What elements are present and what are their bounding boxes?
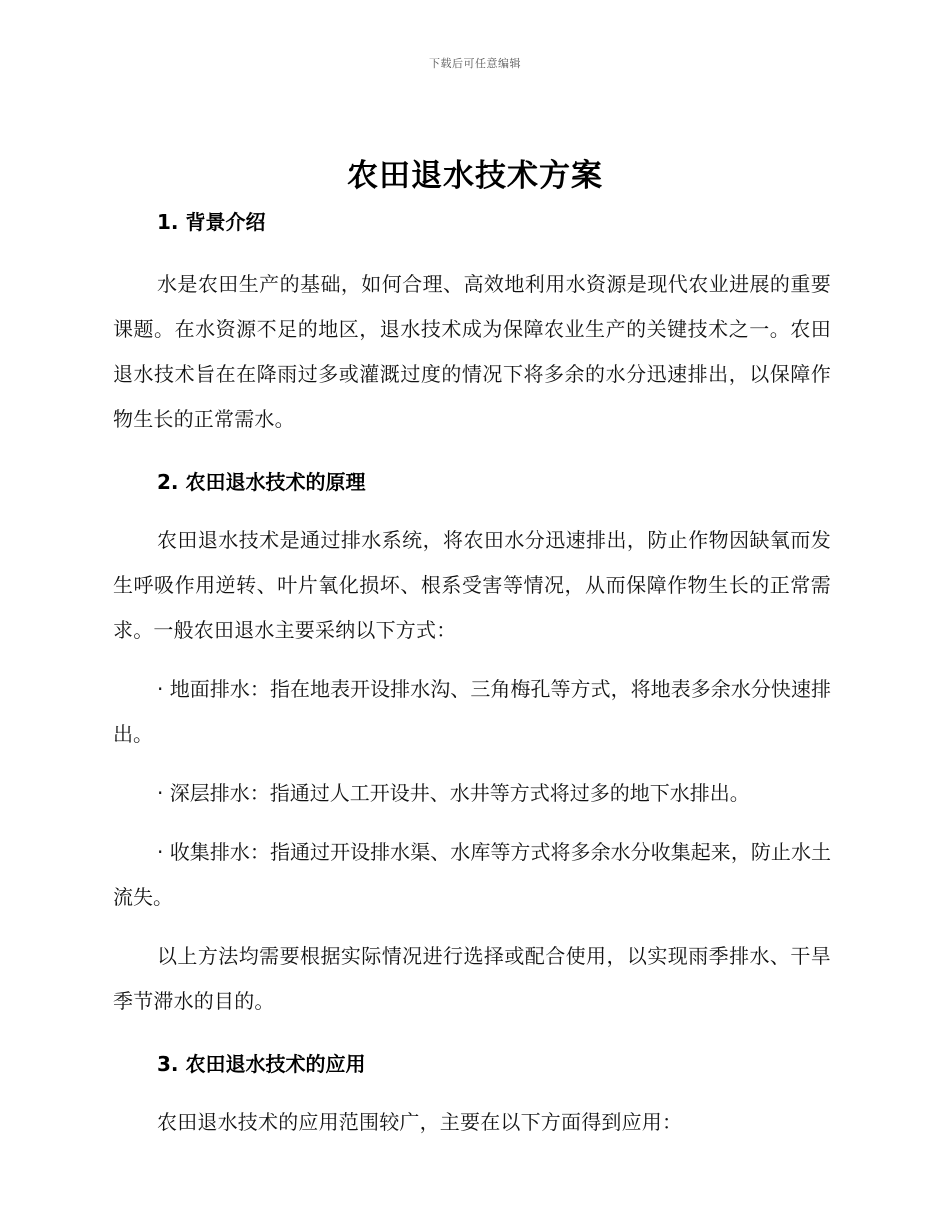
bullet-collection-drainage: · 收集排水：指通过开设排水渠、水库等方式将多余水分收集起来，防止水土流失。 (113, 840, 831, 909)
paragraph-application: 农田退水技术的应用范围较广，主要在以下方面得到应用： (157, 1110, 683, 1134)
document-body (113, 200, 831, 1145)
header-note: 下载后可任意编辑 (429, 57, 521, 70)
section-heading-principle: 2. 农田退水技术的原理 (157, 470, 366, 494)
paragraph-background: 水是农田生产的基础，如何合理、高效地利用水资源是现代农业进展的重要课题。在水资源不足的地区，退水技术成为保障农业生产的关键技术之一。农田退水技术旨在在降雨过多或灌溉过度的情况下将多余的水分迅速排出，以保障作物生长的正常需水。 (113, 272, 831, 431)
document-title: 农田退水技术方案 (347, 158, 603, 194)
bullet-deep-drainage: · 深层排水：指通过人工开设井、水井等方式将过多的地下水排出。 (157, 781, 750, 805)
paragraph-principle: 农田退水技术是通过排水系统，将农田水分迅速排出，防止作物因缺氧而发生呼吸作用逆转、叶片氧化损坏、根系受害等情况，从而保障作物生长的正常需求。一般农田退水主要采纳以下方式： (113, 528, 831, 642)
section-heading-background: 1. 背景介绍 (157, 210, 266, 234)
bullet-surface-drainage: · 地面排水：指在地表开设排水沟、三角梅孔等方式，将地表多余水分快速排出。 (113, 677, 831, 746)
section-heading-application: 3. 农田退水技术的应用 (157, 1052, 366, 1076)
paragraph-principle-closing: 以上方法均需要根据实际情况进行选择或配合使用，以实现雨季排水、干旱季节滞水的目的。 (113, 944, 831, 1013)
